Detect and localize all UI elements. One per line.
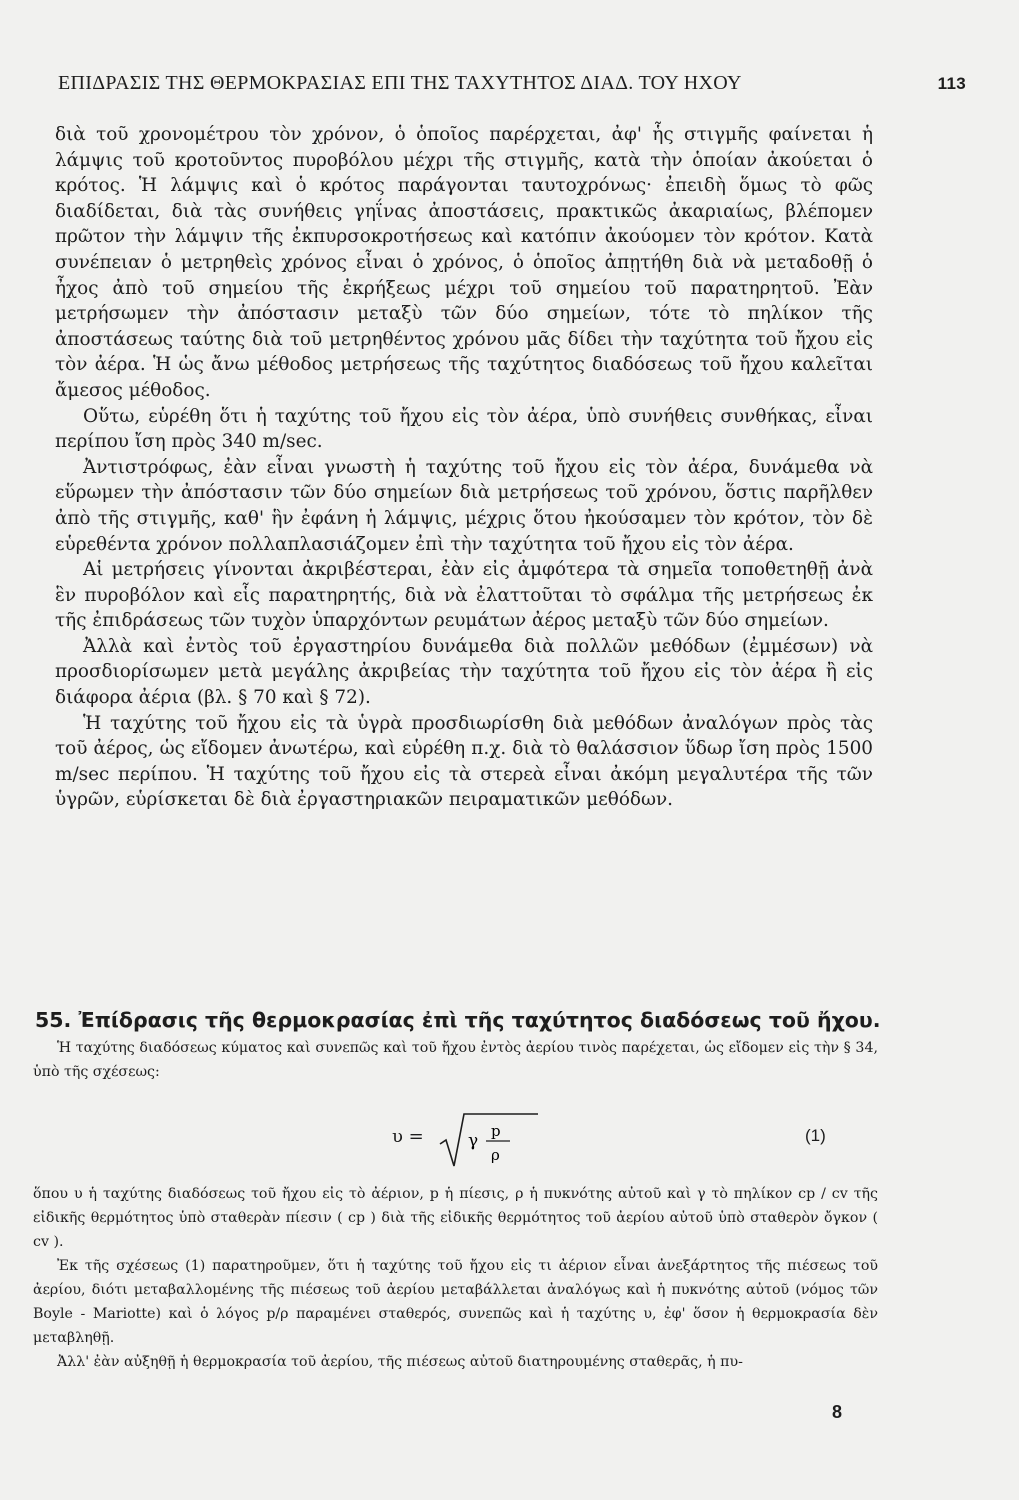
- paragraph: διὰ τοῦ χρονομέτρου τὸν χρόνον, ὁ ὁποῖος παρέρχεται, ἀφ' ἧς στιγμῆς φαίνεται ἡ λάμψις τοῦ κροτοῦντος πυροβόλου μέχρι τῆς στιγμῆς, κατὰ τὴν ὁποίαν ἀκούεται ὁ κρότος. Ἡ λάμψις καὶ ὁ κρότος παράγονται ταυτοχρόνως· ἐπειδὴ ὅμως τὸ φῶς διαδίδεται, διὰ τὰς συνήθεις γηΐνας ἀποστάσεις, πρακτικῶς ἀκαριαίως, βλέπομεν πρῶτον τὴν λάμψιν τῆς ἐκπυρσοκροτήσεως καὶ κατόπιν ἀκούομεν τὸν κρότον. Κατὰ συνέπειαν ὁ μετρηθεὶς χρόνος εἶναι ὁ χρόνος, ὁ ὁποῖος ἀπῃτήθη διὰ νὰ μεταδοθῇ ὁ ἦχος ἀπὸ τοῦ σημείου τῆς ἐκρήξεως μέχρι τοῦ σημείου τοῦ παρατηρητοῦ. Ἐὰν μετρήσωμεν τὴν ἀπόστασιν μεταξὺ τῶν δύο σημείων, τότε τὸ πηλίκον τῆς ἀποστάσεως ταύτης διὰ τοῦ μετρηθέντος χρόνου μᾶς δίδει τὴν ταχύτητα τοῦ ἤχου εἰς τὸν ἀέρα. Ἡ ὡς ἄνω μέθοδος μετρήσεως τῆς ταχύτητος διαδόσεως τοῦ ἤχου καλεῖται ἄμεσος μέθοδος.: [55, 124, 873, 401]
- equation: [380, 1110, 840, 1172]
- denominator: ρ: [491, 1146, 500, 1164]
- section-intro: [33, 1036, 878, 1084]
- paragraph: Ἀλλὰ καὶ ἐντὸς τοῦ ἐργαστηρίου δυνάμεθα διὰ πολλῶν μεθόδων (ἐμμέσων) νὰ προσδιορίσωμεν μετὰ μεγάλης ἀκριβείας τὴν ταχύτητα τοῦ ἤχου εἰς τὸν ἀέρα ἢ εἰς διάφορα ἀέρια (βλ. § 70 καὶ § 72).: [55, 635, 873, 709]
- intro-paragraph: Ἡ ταχύτης διαδόσεως κύματος καὶ συνεπῶς καὶ τοῦ ἤχου ἐντὸς ἀερίου τινὸς παρέχεται, ὡς εἴδομεν εἰς τὴν § 34, ὑπὸ τῆς σχέσεως:: [33, 1040, 878, 1080]
- body-text: [55, 122, 873, 813]
- section-heading: [35, 1008, 881, 1032]
- section-title: Ἐπίδρασις τῆς θερμοκρασίας ἐπὶ τῆς ταχύτητος διαδόσεως τοῦ ἤχου.: [78, 1008, 881, 1032]
- note-paragraph: Ἀλλ' ἐὰν αὐξηθῇ ἡ θερμοκρασία τοῦ ἀερίου, τῆς πιέσεως αὐτοῦ διατηρουμένης σταθερᾶς, ἡ πυ-: [57, 1354, 743, 1370]
- numerator: p: [491, 1122, 501, 1140]
- square-root-formula: [438, 1110, 548, 1172]
- page-header: [58, 72, 966, 95]
- paragraph: Οὕτω, εὑρέθη ὅτι ἡ ταχύτης τοῦ ἤχου εἰς τὸν ἀέρα, ὑπὸ συνήθεις συνθήκας, εἶναι περίπου ἴση πρὸς 340 m/sec.: [55, 405, 873, 453]
- running-title: ΕΠΙΔΡΑΣΙΣ ΤΗΣ ΘΕΡΜΟΚΡΑΣΙΑΣ ΕΠΙ ΤΗΣ ΤΑΧΥΤΗΤΟΣ ΔΙΑΔ. ΤΟΥ ΗΧΟΥ: [58, 72, 742, 94]
- signature-mark: 8: [832, 1402, 843, 1422]
- equation-number: (1): [805, 1126, 826, 1145]
- equation-lhs: υ =: [392, 1126, 424, 1147]
- paragraph: Αἱ μετρήσεις γίνονται ἀκριβέστεραι, ἐὰν εἰς ἀμφότερα τὰ σημεῖα τοποθετηθῇ ἀνὰ ἓν πυροβόλον καὶ εἷς παρατηρητής, διὰ νὰ ἐλαττοῦται τὸ σφάλμα τῆς μετρήσεως ἐκ τῆς ἐπιδράσεως τῶν τυχὸν ὑπαρχόντων ρευμάτων ἀέρος μεταξὺ τῶν δύο σημείων.: [55, 559, 873, 632]
- paragraph: Ἀντιστρόφως, ἐὰν εἶναι γνωστὴ ἡ ταχύτης τοῦ ἤχου εἰς τὸν ἀέρα, δυνάμεθα νὰ εὕρωμεν τὴν ἀπόστασιν τῶν δύο σημείων διὰ μετρήσεως τοῦ χρόνου, ὅστις παρῆλθεν ἀπὸ τῆς στιγμῆς, καθ' ἣν ἐφάνη ἡ λάμψις, μέχρις ὅτου ἠκούσαμεν τὸν κρότον, τὸν δὲ εὑρεθέντα χρόνον πολλαπλασιάζομεν ἐπὶ τὴν ταχύτητα τοῦ ἤχου εἰς τὸν ἀέρα.: [55, 456, 873, 555]
- section-number: 55.: [35, 1008, 72, 1032]
- note-paragraph: Ἐκ τῆς σχέσεως (1) παρατηροῦμεν, ὅτι ἡ ταχύτης τοῦ ἤχου εἰς τι ἀέριον εἶναι ἀνεξάρτητος τῆς πιέσεως τοῦ ἀερίου, διότι μεταβαλλομένης τῆς πιέσεως τοῦ ἀερίου μεταβάλλεται ἀναλόγως καὶ ἡ πυκνότης αὐτοῦ (νόμος τῶν Boyle - Mariotte) καὶ ὁ λόγος p/ρ παραμένει σταθερός, συνεπῶς καὶ ἡ ταχύτης υ, ἐφ' ὅσον ἡ θερμοκρασία δὲν μεταβληθῇ.: [33, 1258, 878, 1346]
- page-number: 113: [937, 74, 966, 93]
- notes-block: [33, 1182, 878, 1374]
- gamma-symbol: γ: [468, 1131, 479, 1151]
- paragraph: Ἡ ταχύτης τοῦ ἤχου εἰς τὰ ὑγρὰ προσδιωρίσθη διὰ μεθόδων ἀναλόγων πρὸς τὰς τοῦ ἀέρος, ὡς εἴδομεν ἀνωτέρω, καὶ εὑρέθη π.χ. διὰ τὸ θαλάσσιον ὕδωρ ἴση πρὸς 1500 m/sec περίπου. Ἡ ταχύτης τοῦ ἤχου εἰς τὰ στερεὰ εἶναι ἀκόμη μεγαλυτέρα τῆς τῶν ὑγρῶν, εὑρίσκεται δὲ διὰ ἐργαστηριακῶν πειραματικῶν μεθόδων.: [55, 712, 873, 811]
- note-paragraph: ὅπου υ ἡ ταχύτης διαδόσεως τοῦ ἤχου εἰς τὸ ἀέριον, p ἡ πίεσις, ρ ἡ πυκνότης αὐτοῦ καὶ γ τὸ πηλίκον cp / cv τῆς εἰδικῆς θερμότητος ὑπὸ σταθερὰν πίεσιν ( cp ) διὰ τῆς εἰδικῆς θερμότητος τοῦ ἀερίου αὐτοῦ ὑπὸ σταθερὸν ὄγκον ( cv ).: [33, 1186, 878, 1250]
